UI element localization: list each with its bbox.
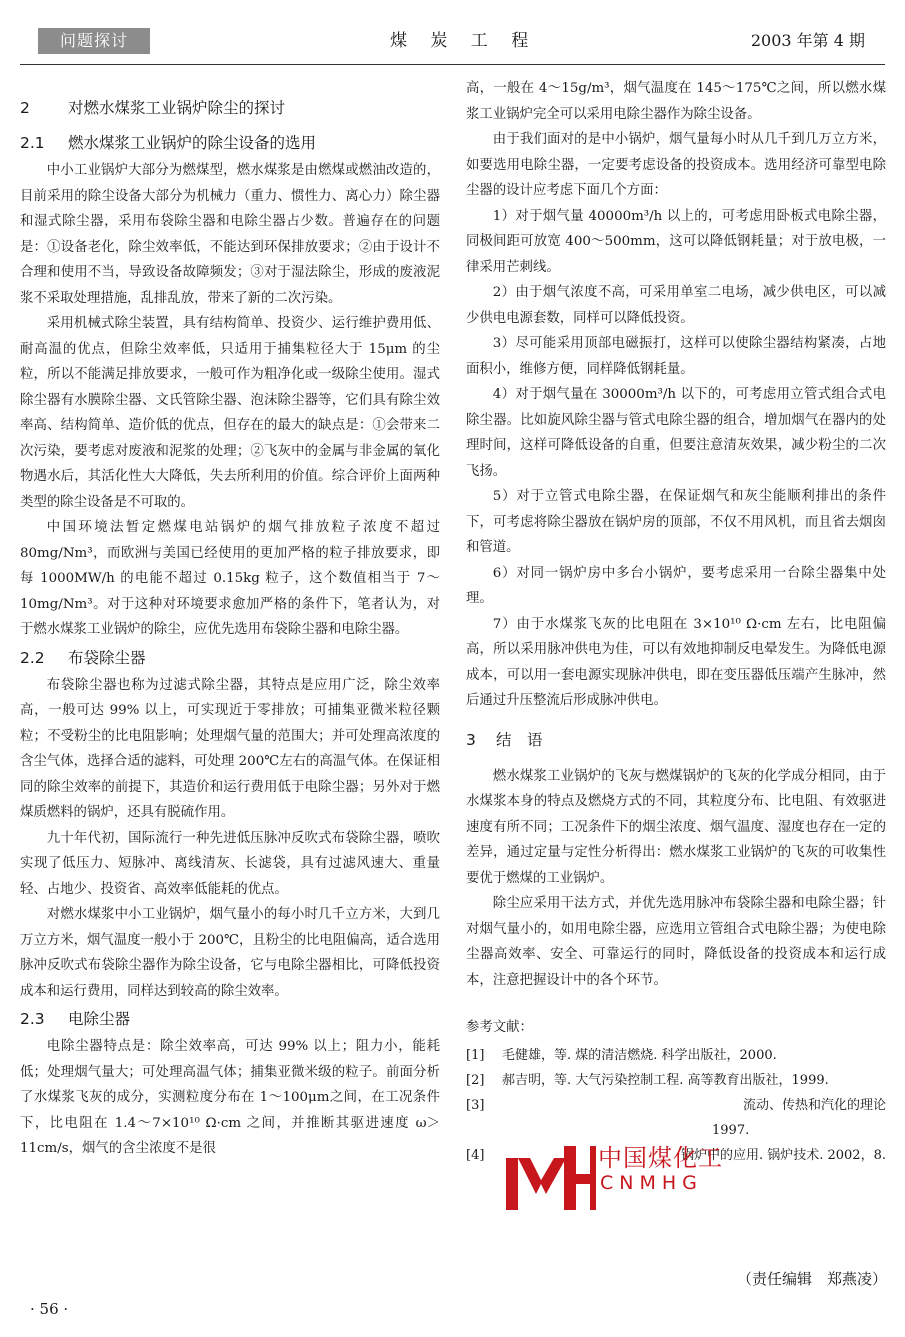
right-column xyxy=(466,76,886,1168)
paragraph: 布袋除尘器也称为过滤式除尘器，其特点是应用广泛，除尘效率高，一般可达 99% 以上，可实现近于零排放；可捕集亚微米粒径颗粒；不受粉尘的比电阻影响；处理烟气量的范围大；并可处理高浓度的含尘气体，选择合适的滤料，可处理 200℃左右的高温气体。在保证相同的除尘效率的前提下，其造价和运行费用低于电除尘器；另外对于燃煤质燃料的锅炉，还具有脱硫作用。 xyxy=(20,677,440,820)
section-tag: 问题探讨 xyxy=(38,28,150,54)
reference-text: 毛健雄，等. 煤的清洁燃烧. 科学出版社，2000. xyxy=(502,1047,777,1063)
watermark-text-cn: 中国煤化工 xyxy=(598,1144,723,1172)
reference-text: 锅炉中的应用. 锅炉技术. 2002，8. xyxy=(680,1147,886,1163)
paragraph: 高，一般在 4～15g/m³，烟气温度在 145～175℃之间，所以燃水煤浆工业锅炉完全可以采用电除尘器作为除尘设备。 xyxy=(466,81,886,122)
reference-text: 1997. xyxy=(712,1122,750,1138)
reference-item xyxy=(466,1068,886,1093)
conclusion-heading xyxy=(466,728,886,752)
reference-item xyxy=(466,1093,886,1118)
section-heading xyxy=(20,96,440,120)
section-title: 对燃水煤浆工业锅炉除尘的探讨 xyxy=(68,99,286,117)
reference-text: 郝吉明，等. 大气污染控制工程. 高等教育出版社，1999. xyxy=(502,1072,829,1088)
subsection-number: 2.2 xyxy=(20,648,45,667)
reference-text: 流动、传热和汽化的理论 xyxy=(742,1097,886,1113)
reference-number: [4] xyxy=(466,1147,485,1163)
reference-number: [1] xyxy=(466,1047,485,1063)
watermark-text-en: CNMHG xyxy=(600,1172,703,1194)
list-item: 2）由于烟气浓度不高，可采用单室二电场，减少供电区，可以减少供电电源套数，同样可以降低投资。 xyxy=(466,285,886,326)
section-title: 结 语 xyxy=(496,730,543,749)
paragraph: 电除尘器特点是：除尘效率高，可达 99% 以上；阻力小，能耗低；处理烟气量大；可处理高温气体；捕集亚微米级的粒子。前面分析了水煤浆飞灰的成分，实测粒度分布在 1～100μm之间，在工况条件下，比电阻在 1.4～7×10¹⁰ Ω·cm 之间，并推断其驱进速度 ω＞11cm/s，烟气的含尘浓度不是很 xyxy=(20,1039,440,1156)
subsection-number: 2.3 xyxy=(20,1010,45,1028)
subsection-heading xyxy=(20,130,440,156)
reference-number: [2] xyxy=(466,1072,485,1088)
journal-title: 煤 炭 工 程 xyxy=(390,31,538,51)
page-number: · 56 · xyxy=(30,1300,69,1318)
paragraph: 由于我们面对的是中小锅炉，烟气量每小时从几千到几万立方米，如要选用电除尘器，一定要考虑设备的投资成本。选用经济可靠型电除尘器的设计应考虑下面几个方面： xyxy=(466,132,886,198)
section-number: 3 xyxy=(466,730,476,749)
subsection-number: 2.1 xyxy=(20,134,45,152)
reference-number xyxy=(466,1118,502,1143)
editor-credit: （责任编辑 郑燕凌） xyxy=(736,1270,887,1288)
page-header xyxy=(20,22,885,58)
paragraph: 中国环境法暂定燃煤电站锅炉的烟气排放粒子浓度不超过 80mg/Nm³，而欧洲与美国已经使用的更加严格的粒子排放要求，即每 1000MW/h 的电能不超过 0.15kg 粒子，这个数值相当于 7～10mg/Nm³。对于这种对环境要求愈加严格的条件下，笔者认为，对于燃水煤浆工业锅炉的除尘，应优先选用布袋除尘器和电除尘器。 xyxy=(20,520,440,637)
list-item: 5）对于立管式电除尘器，在保证烟气和灰尘能顺利排出的条件下，可考虑将除尘器放在锅炉房的顶部，不仅不用风机，而且省去烟囱和管道。 xyxy=(466,489,886,555)
paragraph: 九十年代初，国际流行一种先进低压脉冲反吹式布袋除尘器，喷吹实现了低压力、短脉冲、离线清灰、长滤袋，具有过滤风速大、重量轻、占地少、投资省、高效率低能耗的优点。 xyxy=(20,830,440,897)
subsection-heading xyxy=(20,645,440,671)
issue-label: 2003 年第 4 期 xyxy=(750,31,865,50)
list-item: 6）对同一锅炉房中多台小锅炉，要考虑采用一台除尘器集中处理。 xyxy=(466,565,886,606)
section-number: 2 xyxy=(20,99,30,117)
list-item: 4）对于烟气量在 30000m³/h 以下的，可考虑用立管式组合式电除尘器。比如旋风除尘器与管式电除尘器的组合，增加烟气在器内的处理时间，这样可降低设备的自重，但要注意清灰效果，减少粉尘的二次飞扬。 xyxy=(466,387,886,479)
mh-logo-icon xyxy=(506,1146,596,1210)
header-rule xyxy=(20,64,885,65)
left-column xyxy=(20,76,440,1162)
subsection-title: 燃水煤浆工业锅炉的除尘设备的选用 xyxy=(68,134,317,152)
reference-item xyxy=(466,1043,886,1068)
list-item: 3）尽可能采用顶部电磁振打，这样可以使除尘器结构紧凑，占地面积小，维修方便，同样降低钢耗量。 xyxy=(466,336,886,377)
subsection-heading xyxy=(20,1006,440,1032)
paragraph: 采用机械式除尘装置，具有结构简单、投资少、运行维护费用低、耐高温的优点，但除尘效率低，只适用于捕集粒径大于 15μm 的尘粒，所以不能满足排放要求，一般可作为粗净化或一级除尘使用。湿式除尘器有水膜除尘器、文氏管除尘器、泡沫除尘器等，它们具有除尘效率高、结构简单、造价低的优点，但存在的最大的缺点是：①会带来二次污染，要考虑对废液和泥浆的处理；②飞灰中的金属与非金属的氧化物遇水后，其活化性大大降低，失去所利用的价值。综合评价上面两种类型的除尘设备是不可取的。 xyxy=(20,316,440,510)
paragraph: 燃水煤浆工业锅炉的飞灰与燃煤锅炉的飞灰的化学成分相同，由于水煤浆本身的特点及燃烧方式的不同，其粒度分布、比电阻、有效驱进速度有所不同；工况条件下的烟尘浓度、烟气温度、湿度也存在一定的差异，通过定量与定性分析得出：燃水煤浆工业锅炉的飞灰的可收集性要优于燃煤的工业锅炉。 xyxy=(466,768,886,886)
paragraph: 除尘应采用干法方式，并优先选用脉冲布袋除尘器和电除尘器；针对烟气量小的，如用电除尘器，应选用立管组合式电除尘器；为使电除尘器高效率、安全、可靠运行的同时，降低设备的投资成本和运行成本，注意把握设计中的各个环节。 xyxy=(466,896,886,988)
subsection-title: 电除尘器 xyxy=(68,1010,131,1028)
list-item: 1）对于烟气量 40000m³/h 以上的，可考虑用卧板式电除尘器，同极间距可放宽 400～500mm，这可以降低钢耗量；对于放电极，一律采用芒刺线。 xyxy=(466,208,886,275)
list-item: 7）由于水煤浆飞灰的比电阻在 3×10¹⁰ Ω·cm 左右，比电阻偏高，所以采用脉冲供电为佳，可以有效地抑制反电晕发生。为降低电源成本，可以用一套电源实现脉冲供电，即在变压器低压端产生脉冲，然后通过升压整流后形成脉冲供电。 xyxy=(466,616,886,708)
references-title: 参考文献： xyxy=(466,1020,533,1035)
paragraph: 中小工业锅炉大部分为燃煤型，燃水煤浆是由燃煤或燃油改造的，目前采用的除尘设备大部分为机械力（重力、惯性力、离心力）除尘器和湿式除尘器，采用布袋除尘器和电除尘器占少数。普遍存在的问题是：①设备老化，除尘效率低，不能达到环保排放要求；②由于设计不合理和使用不当，导致设备故障频发；③对于湿法除尘，形成的废液泥浆不采取处理措施，乱排乱放，带来了新的二次污染。 xyxy=(20,163,440,306)
subsection-title: 布袋除尘器 xyxy=(68,648,146,667)
paragraph: 对燃水煤浆中小工业锅炉，烟气量小的每小时几千立方米，大到几万立方米，烟气温度一般小于 200℃，且粉尘的比电阻偏高，适合选用脉冲反吹式布袋除尘器作为除尘设备，它与电除尘器相比，可降低投资成本和运行费用，同样达到较高的除尘效率。 xyxy=(20,907,440,999)
reference-number: [3] xyxy=(466,1097,485,1113)
